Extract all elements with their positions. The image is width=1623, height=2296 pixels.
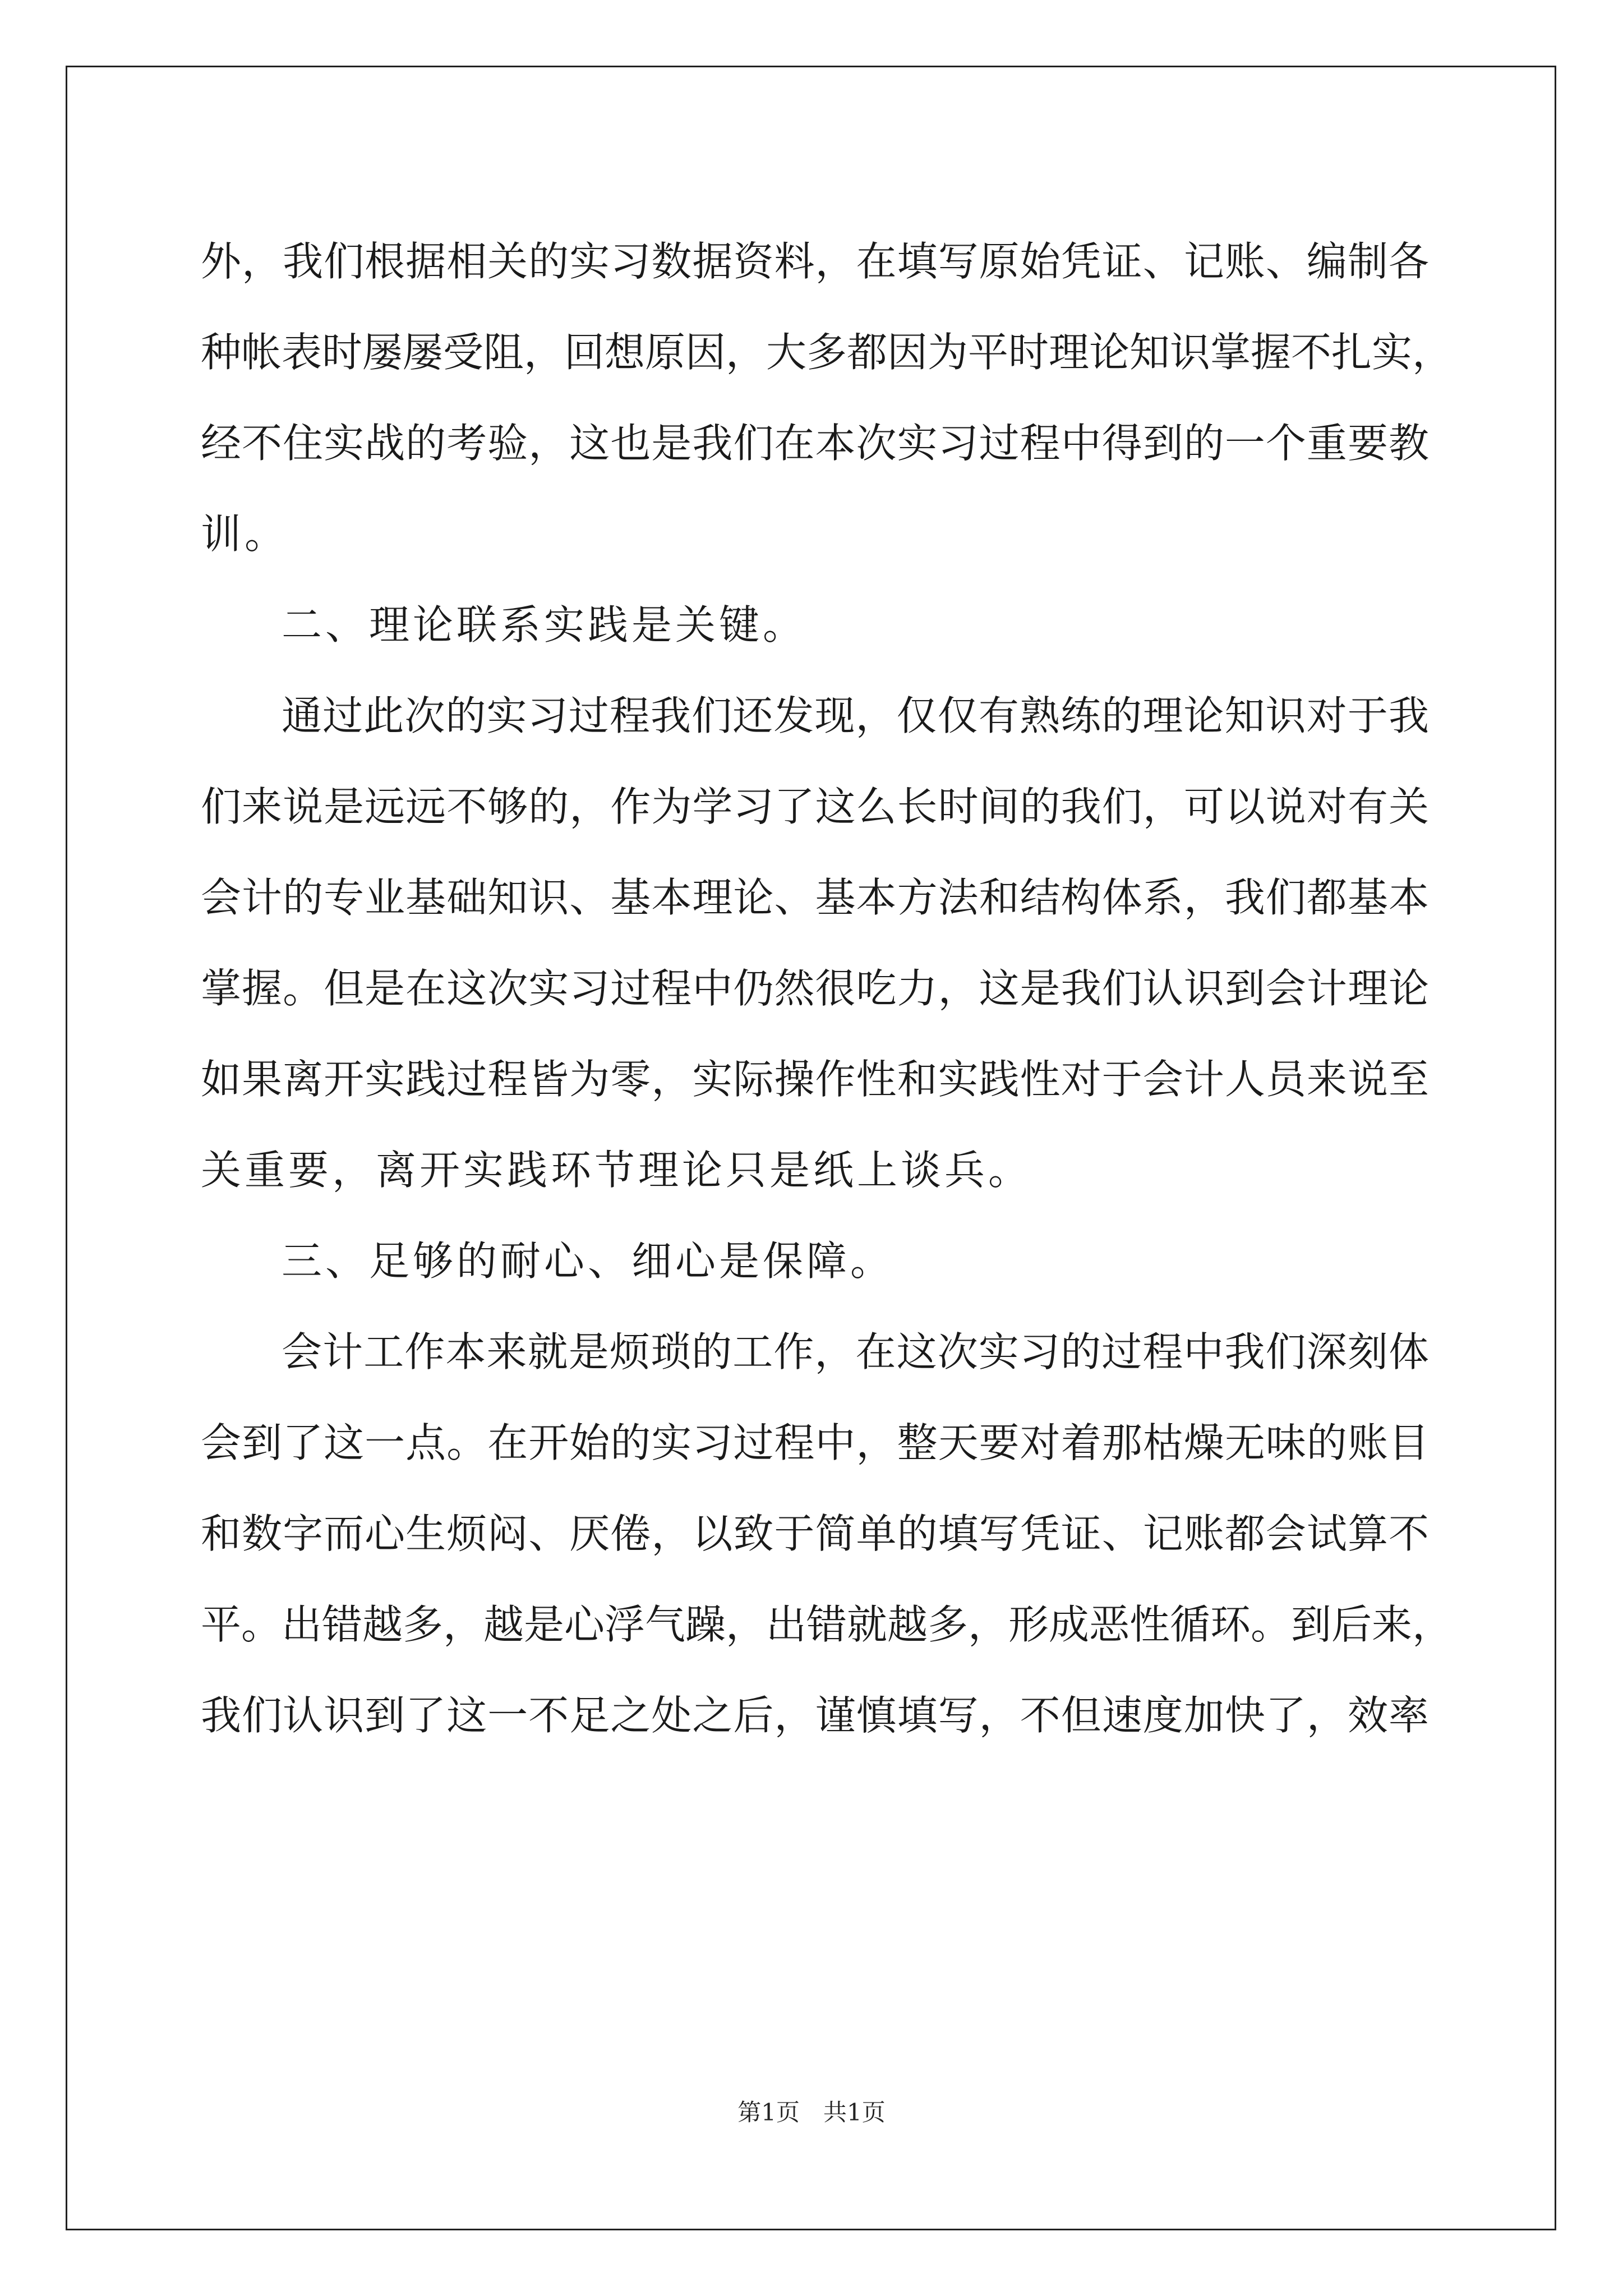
- text-line: 和数字而心生烦闷、厌倦，以致于简单的填写凭证、记账都会试算不: [201, 1510, 1429, 1557]
- text-line: 掌握。但是在这次实习过程中仍然很吃力，这是我们认识到会计理论: [201, 965, 1429, 1012]
- text-line: 种帐表时屡屡受阻，回想原因，大多都因为平时理论知识掌握不扎实，: [201, 329, 1453, 376]
- document-body: [201, 216, 1453, 1761]
- text-line: 如果离开实践过程皆为零，实际操作性和实践性对于会计人员来说至: [201, 1056, 1429, 1103]
- text-line: 会计工作本来就是烦琐的工作，在这次实习的过程中我们深刻体: [282, 1328, 1429, 1375]
- text-line: 会到了这一点。在开始的实习过程中，整天要对着那枯燥无味的账目: [201, 1419, 1429, 1466]
- text-line: 通过此次的实习过程我们还发现，仅仅有熟练的理论知识对于我: [282, 692, 1429, 739]
- text-line: 会计的专业基础知识、基本理论、基本方法和结构体系，我们都基本: [201, 874, 1429, 921]
- text-line: 我们认识到了这一不足之处之后，谨慎填写，不但速度加快了，效率: [201, 1692, 1429, 1739]
- page-number-footer: 第1页 共1页: [737, 2099, 886, 2126]
- text-line: 们来说是远远不够的，作为学习了这么长时间的我们，可以说对有关: [201, 783, 1429, 830]
- text-line: 训。: [201, 510, 289, 558]
- section-heading: 三、足够的耐心、细心是保障。: [282, 1237, 895, 1285]
- text-line: 经不住实战的考验，这也是我们在本次实习过程中得到的一个重要教: [201, 420, 1429, 467]
- text-line: 平。出错越多，越是心浮气躁，出错就越多，形成恶性循环。到后来，: [201, 1601, 1453, 1648]
- text-line: 关重要，离开实践环节理论只是纸上谈兵。: [201, 1147, 1032, 1194]
- section-heading: 二、理论联系实践是关键。: [282, 601, 807, 648]
- text-line: 外，我们根据相关的实习数据资料，在填写原始凭证、记账、编制各: [201, 238, 1429, 285]
